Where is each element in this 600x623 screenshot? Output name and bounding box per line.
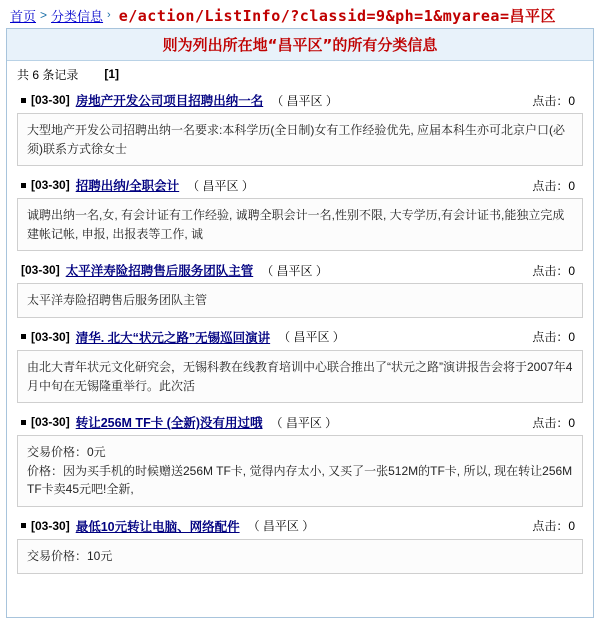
list-item-date: [03-30] [31, 178, 70, 193]
list-item-date: [03-30] [31, 518, 70, 533]
list-item-area: （ 昌平区 ） [270, 415, 338, 430]
breadcrumb [0, 0, 600, 26]
list-item-title-link[interactable]: 太平洋寿险招聘售后服务团队主管 [65, 264, 254, 279]
list-item-summary: 大型地产开发公司招聘出纳一名要求:本科学历(全日制)女有工作经验优先, 应届本科生亦可北京户口(必须)联系方式徐女士 [17, 113, 583, 166]
url-annotation: e/action/ListInfo/?classid=9&ph=1&myarea=昌平区 [118, 6, 556, 25]
list-item [15, 324, 585, 403]
breadcrumb-home-link[interactable]: 首页 [10, 8, 37, 24]
panel-heading-text: 则为列出所在地“昌平区”的所有分类信息 [162, 36, 438, 54]
results-panel [6, 28, 594, 618]
list-item-clicks: 点击：0 [532, 178, 575, 193]
bullet-icon [21, 183, 26, 188]
list-item-price: 交易价格：10元 [27, 548, 113, 563]
list-item-date: [03-30] [31, 93, 70, 107]
list-item-clicks: 点击：0 [532, 519, 575, 534]
list-item [15, 409, 585, 507]
list-item-title-link[interactable]: 招聘出纳/全职会计 [75, 179, 180, 194]
pagination-current-page[interactable]: [1] [104, 67, 120, 81]
list-item-clicks: 点击：0 [532, 263, 575, 278]
list-item-date: [03-30] [31, 415, 70, 430]
breadcrumb-category-link[interactable]: 分类信息 [51, 8, 104, 24]
list-item-header [15, 409, 585, 435]
record-count-label: 共 6 条记录 [17, 67, 79, 82]
list-item-header [15, 257, 585, 283]
list-item-area: （ 昌平区 ） [278, 330, 345, 345]
list-item-header [15, 87, 585, 113]
list-item [15, 513, 585, 574]
list-item-title-link[interactable]: 房地产开发公司项目招聘出纳一名 [75, 94, 264, 108]
breadcrumb-separator: > [40, 8, 48, 22]
record-count-row [7, 61, 593, 87]
list-item [15, 172, 585, 251]
list-item-header [15, 324, 585, 350]
list-item [15, 87, 585, 166]
listing-list [7, 87, 593, 574]
list-item-date: [03-30] [21, 263, 60, 278]
list-item-price: 交易价格：0元 [27, 445, 106, 460]
list-item-clicks: 点击：0 [532, 330, 575, 345]
list-item-title-link[interactable]: 清华. 北大“状元之路”无锡巡回演讲 [75, 330, 271, 345]
list-item-clicks: 点击：0 [532, 93, 575, 108]
bullet-icon [21, 98, 26, 103]
list-item-summary [17, 539, 583, 574]
panel-header [7, 29, 593, 61]
list-item-summary: 太平洋寿险招聘售后服务团队主管 [17, 283, 583, 318]
list-item-summary [17, 435, 583, 507]
bullet-icon [21, 523, 26, 528]
list-item-area: （ 昌平区 ） [271, 93, 338, 108]
list-item-area: （ 昌平区 ） [261, 263, 328, 278]
list-item-summary: 由北大青年状元文化研究会，无锡科教在线教育培训中心联合推出了“状元之路”演讲报告会将于2007年4月中旬在无锡隆重举行。此次活 [17, 350, 583, 403]
list-item-description: 价格：因为买手机的时候赠送256M TF卡, 觉得内存太小, 又买了一张512M的TF卡, 所以, 现在转让256M TF卡卖45元吧!全新, [27, 463, 573, 497]
list-item-summary: 诚聘出纳一名,女, 有会计证有工作经验, 诚聘全职会计一名,性别不限, 大专学历,有会计证书,能独立完成建帐记帐, 申报, 出报表等工作, 诚 [17, 198, 583, 251]
bullet-icon [21, 420, 26, 425]
list-item-area: （ 昌平区 ） [187, 178, 254, 193]
list-item-title-link[interactable]: 最低10元转让电脑、网络配件 [75, 519, 240, 534]
list-item-header [15, 172, 585, 198]
list-item [15, 257, 585, 318]
chevron-right-icon: › [107, 9, 111, 21]
list-item-header [15, 513, 585, 539]
list-item-clicks: 点击：0 [532, 415, 575, 430]
list-item-area: （ 昌平区 ） [247, 519, 315, 534]
list-item-date: [03-30] [31, 329, 70, 344]
bullet-icon [21, 334, 26, 339]
list-item-title-link[interactable]: 转让256M TF卡 (全新)没有用过哦 [75, 416, 263, 431]
